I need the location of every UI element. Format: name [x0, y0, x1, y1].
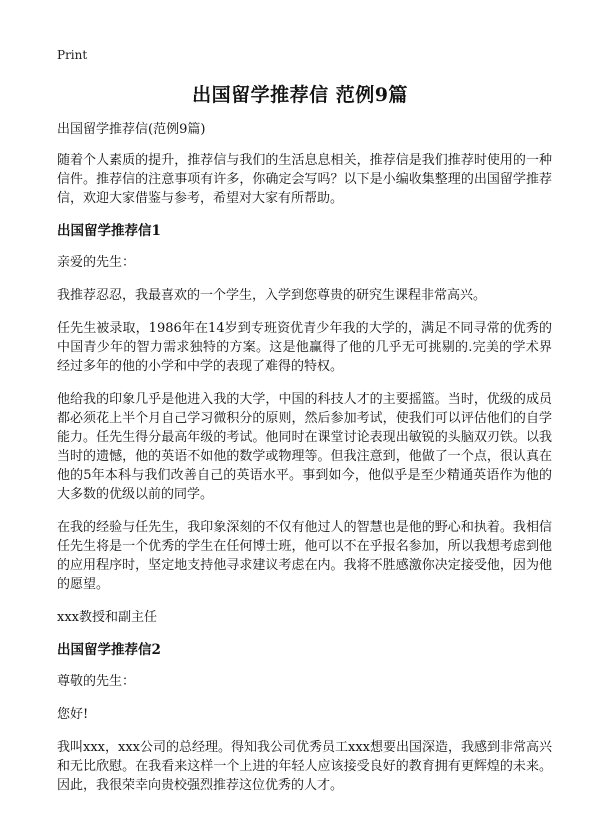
- letter1-paragraph-4: 在我的经验与任先生，我印象深刻的不仅有他过人的智慧也是他的野心和执着。我相信任先生将是一个优秀的学生在任何博士班，他可以不在乎报名参加，所以我想考虑到他的应用程序时，坚定地支持他寻求建议考虑在内。我将不胜感激你决定接受他，因为他的愿望。: [57, 520, 552, 592]
- intro-paragraph: 随着个人素质的提升，推荐信与我们的生活息息相关，推荐信是我们推荐时使用的一种信件。推荐信的注意事项有许多，你确定会写吗？以下是小编收集整理的出国留学推荐信，欢迎大家借鉴与参考，希望对大家有所帮助。: [57, 153, 552, 206]
- letter1-heading: 出国留学推荐信1: [57, 223, 161, 239]
- article-subtitle: 出国留学推荐信(范例9篇): [57, 122, 206, 137]
- print-link[interactable]: Print: [57, 48, 88, 62]
- letter2-salutation: 尊敬的先生：: [57, 674, 136, 689]
- letter1-paragraph-2: 任先生被录取，1986年在14岁到专班资优青少年我的大学的，满足不同寻常的优秀的中国青少年的智力需求独特的方案。这是他赢得了他的几乎无可挑剔的.完美的学术界经过多年的他的小学和中学的表现了难得的特权。: [57, 321, 552, 374]
- letter1-paragraph-3: 他给我的印象几乎是他进入我的大学，中国的科技人才的主要摇篮。当时，优级的成员都必须花上半个月自己学习微积分的原则，然后参加考试，使我们可以评估他们的自学能力。任先生得分最高年级的考试。他同时在课堂讨论表现出敏锐的头脑双刃铁。以我当时的遗憾，他的英语不如他的数学或物理等。但我注意到，他做了一个点，很认真在他的5年本科与我们改善自己的英语水平。事到如今，他似乎是至少精通英语作为他的大多数的优级以前的同学。: [57, 392, 552, 502]
- page-title: 出国留学推荐信 范例9篇: [192, 84, 408, 106]
- letter2-greeting: 您好!: [57, 707, 89, 722]
- article-body: [57, 120, 552, 809]
- letter1-paragraph-1: 我推荐忍忍，我最喜欢的一个学生，入学到您尊贵的研究生课程非常高兴。: [57, 288, 487, 303]
- letter2-heading: 出国留学推荐信2: [57, 642, 161, 658]
- letter2-paragraph-1: 我叫xxx，xxx公司的总经理。得知我公司优秀员工xxx想要出国深造，我感到非常高兴和无比欣慰。在我看来这样一个上进的年轻人应该接受良好的教育拥有更辉煌的未来。因此，我很荣幸向贵校强烈推荐这位优秀的人才。: [57, 740, 552, 793]
- letter1-salutation: 亲爱的先生：: [57, 255, 136, 270]
- letter1-signature: xxx教授和副主任: [57, 610, 157, 625]
